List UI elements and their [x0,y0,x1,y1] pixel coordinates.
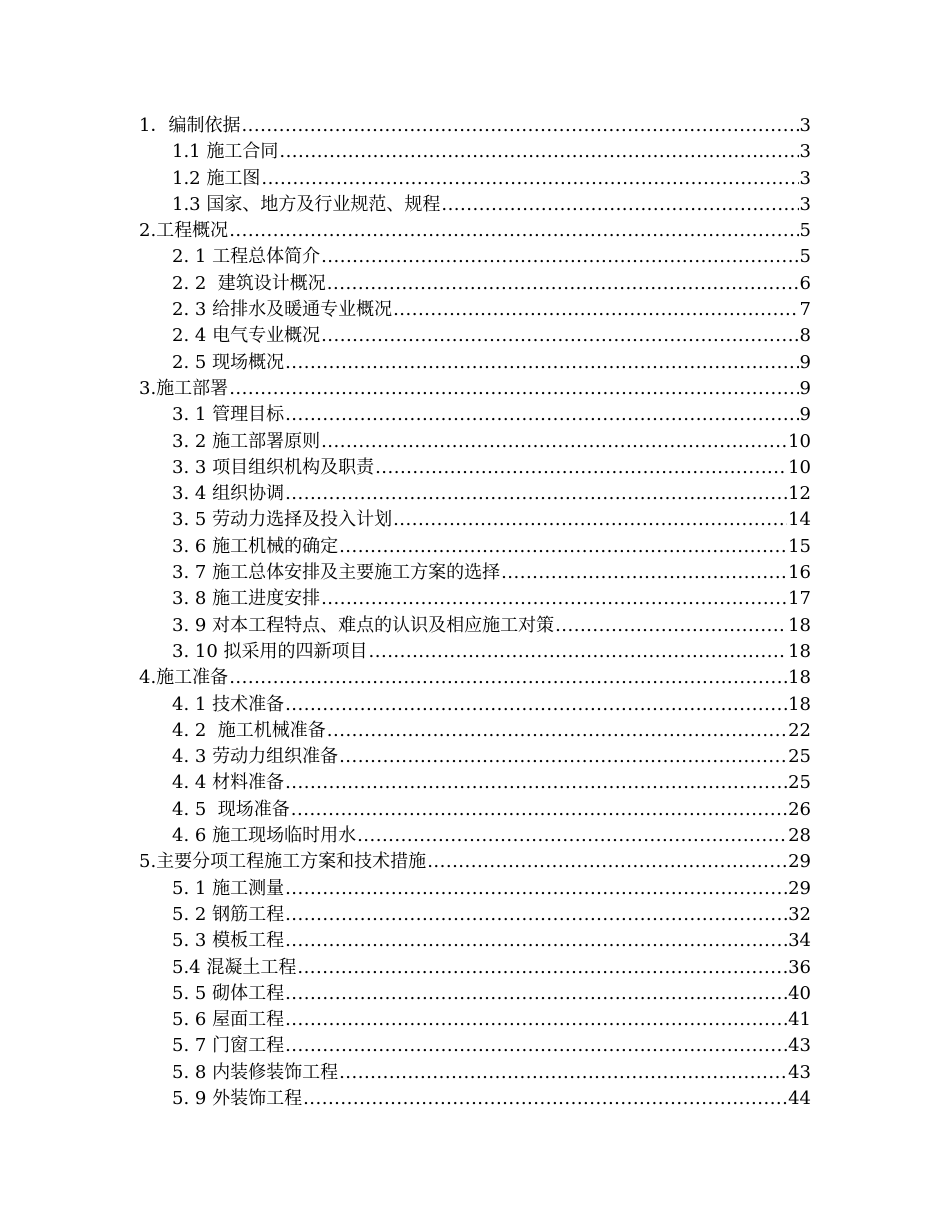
toc-dot-leader [427,849,787,875]
toc-dot-leader [441,192,798,218]
toc-subsection-entry[interactable] [139,928,811,954]
toc-subsection-entry[interactable] [139,534,811,560]
toc-entry-page-number: 12 [788,483,811,505]
toc-dot-leader [321,586,787,612]
toc-entry-page-number: 41 [788,1009,811,1031]
toc-dot-leader [285,1033,787,1059]
toc-dot-leader [501,560,787,586]
toc-entry-page-number: 9 [799,377,811,399]
toc-subsection-entry[interactable] [139,481,811,507]
toc-entry-title: 1．编制依据 [139,115,241,136]
toc-entry-title: 5. 1 施工测量 [172,877,285,899]
toc-entry-title: 4. 3 劳动力组织准备 [172,746,339,768]
toc-entry-page-number: 34 [788,930,811,952]
toc-entry-title: 5. 7 门窗工程 [172,1035,285,1057]
toc-subsection-entry[interactable] [139,744,811,770]
toc-entry-page-number: 14 [788,509,811,531]
toc-section-entry[interactable] [139,218,811,244]
toc-subsection-entry[interactable] [139,139,811,165]
toc-dot-leader [393,297,798,323]
toc-entry-title: 3. 7 施工总体安排及主要施工方案的选择 [172,562,501,584]
toc-subsection-entry[interactable] [139,244,811,270]
toc-dot-leader [285,928,787,954]
toc-entry-title: 4. 6 施工现场临时用水 [172,825,357,847]
toc-entry-page-number: 16 [788,562,811,584]
toc-dot-leader [285,402,798,428]
toc-subsection-entry[interactable] [139,192,811,218]
toc-entry-page-number: 25 [788,746,811,768]
toc-entry-title: 3. 2 施工部署原则 [172,430,321,452]
toc-section-entry[interactable] [139,113,811,139]
toc-entry-title: 5. 5 砌体工程 [172,982,285,1004]
toc-dot-leader [555,613,787,639]
toc-subsection-entry[interactable] [139,876,811,902]
toc-dot-leader [261,166,798,192]
toc-entry-title: 4. 5 现场准备 [172,798,290,820]
toc-entry-title: 1.1 施工合同 [172,141,279,163]
toc-entry-title: 1.2 施工图 [172,167,261,189]
toc-dot-leader [393,507,787,533]
toc-entry-title: 4.施工准备 [139,667,229,689]
toc-entry-page-number: 25 [788,772,811,794]
toc-entry-page-number: 18 [788,614,811,636]
toc-subsection-entry[interactable] [139,797,811,823]
toc-subsection-entry[interactable] [139,1086,811,1112]
toc-entry-title: 4. 1 技术准备 [172,693,285,715]
toc-entry-title: 3. 5 劳动力选择及投入计划 [172,509,393,531]
toc-entry-title: 5. 8 内装修装饰工程 [172,1061,339,1083]
toc-entry-page-number: 9 [799,351,811,373]
toc-dot-leader [285,481,787,507]
toc-entry-title: 2. 4 电气专业概况 [172,325,321,347]
toc-entry-title: 5. 9 外装饰工程 [172,1087,303,1109]
toc-dot-leader [285,692,787,718]
toc-dot-leader [291,797,787,823]
toc-entry-page-number: 8 [799,325,811,347]
toc-subsection-entry[interactable] [139,297,811,323]
toc-section-entry[interactable] [139,849,811,875]
toc-dot-leader [321,429,787,455]
toc-subsection-entry[interactable] [139,692,811,718]
toc-entry-page-number: 3 [799,167,811,189]
toc-entry-page-number: 28 [788,825,811,847]
toc-dot-leader [297,955,787,981]
toc-subsection-entry[interactable] [139,586,811,612]
toc-entry-page-number: 15 [788,535,811,557]
toc-entry-title: 4. 4 材料准备 [172,772,285,794]
toc-entry-page-number: 43 [788,1061,811,1083]
toc-entry-page-number: 44 [788,1087,811,1109]
toc-dot-leader [285,1007,787,1033]
toc-entry-page-number: 6 [799,272,811,294]
toc-entry-page-number: 5 [799,220,811,242]
toc-dot-leader [279,139,798,165]
toc-dot-leader [321,244,798,270]
toc-section-entry[interactable] [139,376,811,402]
toc-entry-page-number: 18 [788,667,811,689]
toc-entry-title: 5. 3 模板工程 [172,930,285,952]
toc-entry-title: 3. 8 施工进度安排 [172,588,321,610]
toc-entry-title: 2. 2 建筑设计概况 [172,272,326,294]
toc-subsection-entry[interactable] [139,507,811,533]
toc-entry-page-number: 18 [788,640,811,662]
toc-subsection-entry[interactable] [139,613,811,639]
toc-subsection-entry[interactable] [139,429,811,455]
toc-dot-leader [285,902,787,928]
toc-entry-page-number: 22 [788,719,811,741]
toc-dot-leader [321,323,798,349]
toc-entry-page-number: 10 [788,456,811,478]
toc-dot-leader [285,981,787,1007]
toc-entry-title: 5.主要分项工程施工方案和技术措施 [139,851,427,873]
toc-entry-page-number: 40 [788,982,811,1004]
toc-dot-leader [285,770,787,796]
toc-dot-leader [229,218,798,244]
toc-entry-title: 3. 1 管理目标 [172,404,285,426]
toc-entry-page-number: 43 [788,1035,811,1057]
toc-subsection-entry[interactable] [139,402,811,428]
toc-dot-leader [327,718,787,744]
toc-entry-page-number: 26 [788,798,811,820]
toc-dot-leader [339,744,787,770]
toc-subsection-entry[interactable] [139,1060,811,1086]
toc-dot-leader [339,534,787,560]
toc-entry-title: 3. 6 施工机械的确定 [172,535,339,557]
toc-entry-page-number: 29 [788,851,811,873]
toc-subsection-entry[interactable] [139,560,811,586]
toc-entry-page-number: 32 [788,903,811,925]
toc-entry-page-number: 7 [799,299,811,321]
toc-entry-page-number: 9 [799,404,811,426]
toc-subsection-entry[interactable] [139,770,811,796]
toc-subsection-entry[interactable] [139,323,811,349]
toc-entry-title: 2. 3 给排水及暖通专业概况 [172,299,393,321]
toc-entry-title: 2.工程概况 [139,220,229,242]
toc-entry-title: 3.施工部署 [139,377,229,399]
toc-entry-title: 2. 5 现场概况 [172,351,285,373]
toc-entry-title: 3. 10 拟采用的四新项目 [172,640,368,662]
toc-entry-page-number: 10 [788,430,811,452]
toc-entry-title: 5. 2 钢筋工程 [172,903,285,925]
toc-entry-title: 5. 6 屋面工程 [172,1009,285,1031]
toc-entry-page-number: 17 [788,588,811,610]
toc-entry-page-number: 29 [788,877,811,899]
toc-dot-leader [229,376,798,402]
toc-entry-page-number: 18 [788,693,811,715]
toc-entry-page-number: 36 [788,956,811,978]
toc-entry-title: 4. 2 施工机械准备 [172,719,326,741]
toc-subsection-entry[interactable] [139,823,811,849]
toc-subsection-entry[interactable] [139,1007,811,1033]
toc-subsection-entry[interactable] [139,350,811,376]
toc-subsection-entry[interactable] [139,902,811,928]
toc-entry-title: 1.3 国家、地方及行业规范、规程 [172,193,441,215]
toc-entry-title: 2. 1 工程总体简介 [172,246,321,268]
toc-dot-leader [229,665,787,691]
toc-subsection-entry[interactable] [139,981,811,1007]
toc-entry-title: 3. 9 对本工程特点、难点的认识及相应施工对策 [172,614,555,636]
toc-dot-leader [241,113,798,139]
toc-dot-leader [375,455,787,481]
toc-dot-leader [285,876,787,902]
toc-dot-leader [327,271,799,297]
toc-section-entry[interactable] [139,665,811,691]
toc-entry-title: 5.4 混凝土工程 [172,956,297,978]
toc-dot-leader [369,639,788,665]
toc-subsection-entry[interactable] [139,955,811,981]
toc-subsection-entry[interactable] [139,455,811,481]
toc-dot-leader [303,1086,787,1112]
table-of-contents [139,113,811,1112]
toc-entry-title: 3. 4 组织协调 [172,483,285,505]
toc-dot-leader [285,350,798,376]
toc-subsection-entry[interactable] [139,1033,811,1059]
toc-dot-leader [339,1060,787,1086]
toc-entry-page-number: 3 [799,193,811,215]
toc-entry-page-number: 3 [799,115,811,136]
toc-entry-page-number: 3 [799,141,811,163]
toc-entry-page-number: 5 [799,246,811,268]
toc-dot-leader [357,823,787,849]
toc-subsection-entry[interactable] [139,271,811,297]
toc-subsection-entry[interactable] [139,166,811,192]
toc-entry-title: 3. 3 项目组织机构及职责 [172,456,375,478]
toc-subsection-entry[interactable] [139,718,811,744]
toc-subsection-entry[interactable] [139,639,811,665]
